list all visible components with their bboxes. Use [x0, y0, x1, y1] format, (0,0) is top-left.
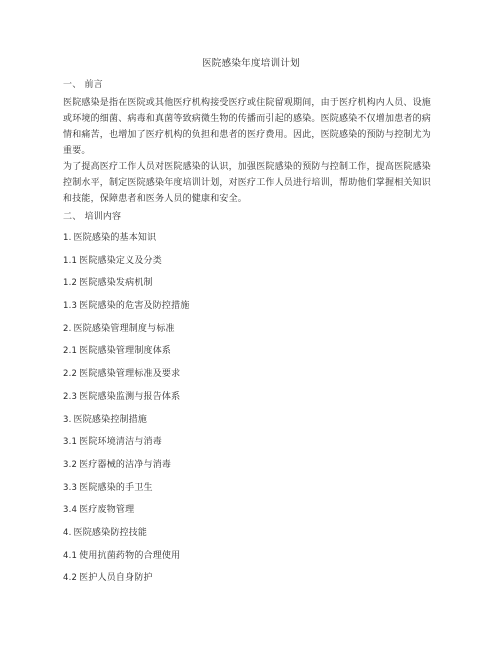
list-item: [63, 412, 439, 435]
item-text: 医院感染监测与报告体系: [79, 391, 181, 402]
list-item: [63, 275, 439, 298]
list-item: [63, 230, 439, 253]
list-item: [63, 502, 439, 525]
item-number: 3.: [63, 414, 72, 425]
list-item: [63, 525, 439, 548]
item-text: 医院环境清洁与消毒: [79, 437, 162, 448]
list-item: [63, 253, 439, 276]
item-number: 4.: [63, 527, 72, 538]
item-text: 医院感染的危害及防控措施: [79, 301, 190, 312]
item-text: 医院感染发病机制: [79, 278, 153, 289]
item-number: 3.4: [63, 505, 78, 516]
training-content-list: [63, 230, 439, 593]
item-text: 医护人员自身防护: [79, 573, 153, 584]
item-text: 医院感染的手卫生: [79, 482, 153, 493]
item-text: 医院感染定义及分类: [79, 255, 162, 266]
item-number: 4.1: [63, 550, 78, 561]
item-text: 医院感染管理制度体系: [79, 346, 172, 357]
item-number: 3.1: [63, 437, 78, 448]
item-text: 医疗废物管理: [79, 505, 135, 516]
list-item: [63, 343, 439, 366]
section-heading-training-content: 二、 培训内容: [63, 212, 122, 222]
item-number: 2.1: [63, 346, 78, 357]
list-item: [63, 298, 439, 321]
list-item: [63, 389, 439, 412]
item-text: 医院感染管理制度与标准: [73, 323, 175, 334]
preface-paragraph-1: 医院感染是指在医院或其他医疗机构接受医疗或住院留观期间，由于医疗机构内人员、设施或环境的细菌、病毒和真菌等致病微生物的传播而引起的感染。医院感染不仅增加患者的病情和痛苦，也增加了医疗机构的负担和患者的医疗费用。因此，医院感染的预防与控制尤为重要。: [63, 98, 432, 156]
list-item: [63, 570, 439, 593]
section-heading-preface: 一、 前言: [63, 80, 103, 90]
item-number: 4.2: [63, 573, 78, 584]
list-item: [63, 480, 439, 503]
item-number: 1.2: [63, 278, 78, 289]
item-number: 2.: [63, 323, 72, 334]
list-item: [63, 321, 439, 344]
item-text: 医院感染控制措施: [73, 414, 148, 425]
list-item: [63, 366, 439, 389]
item-number: 2.2: [63, 369, 78, 380]
preface-paragraph-2: 为了提高医疗工作人员对医院感染的认识，加强医院感染的预防与控制工作，提高医院感染控制水平，制定医院感染年度培训计划，对医疗工作人员进行培训，帮助他们掌握相关知识和技能，保障患者和医务人员的健康和安全。: [63, 162, 432, 204]
list-item: [63, 548, 439, 571]
item-text: 医院感染的基本知识: [73, 233, 157, 243]
item-number: 2.3: [63, 391, 78, 402]
item-text: 使用抗菌药物的合理使用: [79, 550, 181, 561]
document-title: 医院感染年度培训计划: [201, 58, 300, 69]
item-number: 3.3: [63, 482, 78, 493]
item-number: 1.1: [63, 255, 78, 266]
item-number: 3.2: [63, 459, 78, 470]
item-text: 医疗器械的洁净与消毒: [79, 459, 172, 470]
item-text: 医院感染管理标准及要求: [79, 369, 181, 380]
item-number: 1.: [63, 233, 72, 243]
list-item: [63, 434, 439, 457]
item-text: 医院感染防控技能: [73, 527, 148, 538]
item-number: 1.3: [63, 301, 78, 312]
list-item: [63, 457, 439, 480]
